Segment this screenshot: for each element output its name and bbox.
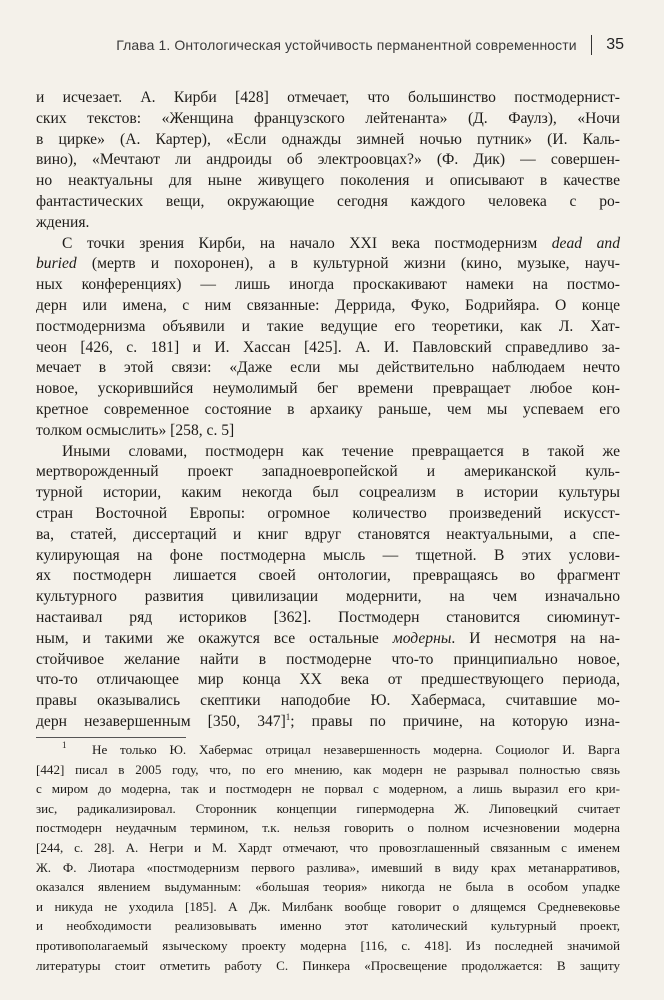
text-line: Иными словами, постмодерн как течение превращается в такой же — [62, 442, 620, 460]
footnote-line: [244, с. 28]. А. Негри и М. Хардт отмечают, что провозглашенный связанным с именем — [36, 839, 620, 855]
text-line: и исчезает. А. Кирби [428] отмечает, что большинство постмодернист- — [36, 89, 620, 106]
text-line: ва, статей, диссертаций и книг вдруг становятся неактуальными, а спе- — [36, 525, 620, 543]
footnote-line: и никуда не уходила [185]. А Дж. Милбанк вообще говорит о длящемся Средневековье — [36, 898, 620, 914]
page-number: 35 — [606, 36, 624, 53]
footnote-line: 1 Не только Ю. Хабермас отрицал незавершенность модерна. Социолог И. Варга — [62, 740, 620, 757]
text-line: мертворожденный проект западноевропейской и американской куль- — [36, 463, 620, 481]
text-line: кулирующая на фоне постмодерна мысль — тщетной. В этих услови- — [36, 546, 620, 564]
footnote-line: литературы стоит отметить работу С. Пинкера «Просвещение продолжается: В защиту — [36, 957, 620, 973]
text-span: С точки зрения Кирби, на начало XXI века постмодернизм — [62, 234, 552, 252]
text-line: ях постмодерн лишается своей онтологии, превращаясь во фрагмент — [36, 567, 620, 585]
text-line: фантастических вещи, окружающие сегодня каждого человека с ро- — [36, 192, 620, 210]
text-line: настаивал ряд историков [362]. Постмодерн становится сиюминут- — [36, 608, 620, 626]
text-span: ; правы по причине, на которую изна- — [290, 712, 620, 730]
text-line: ных конференциях) — лишь иногда проскакивают намеки на постмо- — [36, 276, 620, 294]
text-line: но неактуальны для ныне живущего поколения и описывают в качестве — [36, 172, 620, 190]
running-header — [44, 30, 624, 60]
text-line: ских текстов: «Женщина французского лейтенанта» (Д. Фаулз), «Ночи — [36, 109, 620, 127]
text-line: ждения. — [36, 213, 90, 231]
footnote-rule — [36, 737, 186, 738]
text-line: постмодернизма объявили и такие ведущие его теоретики, как Л. Хат- — [36, 317, 620, 335]
italic-term: модерны — [392, 629, 452, 647]
text-line — [36, 629, 620, 650]
footnote — [36, 740, 620, 975]
text-line: вино), «Мечтают ли андроиды об электроовцах?» (Ф. Дик) — совершен- — [36, 151, 620, 169]
text-line: кретное современное состояние в архаику раньше, чем мы успеваем его — [36, 400, 620, 418]
footnote-line: Ж. Ф. Лиотара «постмодернизм первого разлива», имевший в виду крах метанарративов, — [36, 859, 620, 875]
text-line: культурного развития цивилизации модернити, на чем изначально — [36, 588, 620, 606]
footnote-line: с миром до модерна, так и постмодерн не порвал с модерном, а лишь выразил его кри- — [36, 781, 620, 797]
footnote-line: зис, радикализировал. Сторонник концепции гипермодерна Ж. Липовецкий считает — [36, 800, 620, 816]
text-span: (мертв и похоронен), а в культурной жизни (кино, музыке, науч- — [76, 255, 620, 273]
italic-term: dead and — [551, 234, 620, 252]
text-line — [36, 254, 620, 275]
footnote-line: [442] писал в 2005 году, что, по его мнению, как модерн не разрывал полностью связь — [36, 761, 620, 777]
italic-term: buried — [36, 255, 77, 273]
text-line — [36, 234, 620, 255]
running-title: Глава 1. Онтологическая устойчивость перманентной современности — [116, 37, 577, 53]
text-line: стран Восточной Европы: огромное количество произведений искусст- — [36, 504, 620, 522]
footnote-line: постмодерн неудачным термином, т.к. нельзя говорить о полном исчезновении модерна — [36, 820, 620, 836]
footnote-line: и необходимости реализовывать именно этот католический культурный проект, — [36, 918, 620, 934]
text-line: в цирке» (А. Картер), «Если однажды зимней ночью путник» (И. Каль- — [36, 130, 620, 148]
text-line: мечает в этой связи: «Даже если мы действительно наблюдаем нечто — [36, 359, 620, 377]
text-line: турной истории, каким некогда был соцреализм в истории культуры — [36, 484, 620, 502]
footnote-reference: 1 — [285, 711, 291, 722]
text-line: чеон [426, с. 181] и И. Хассан [425]. А. И. Павловский справедливо за- — [36, 338, 620, 356]
text-span: Не только Ю. Хабермас отрицал незавершенность модерна. Социолог И. Варга — [92, 742, 620, 757]
footnote-line: оказался явлением выдуманным: «большая теория» никогда не была в особом упадке — [36, 879, 620, 895]
text-line: новое, ускорившийся неумолимый бег времени превращает любое кон- — [36, 380, 620, 398]
main-text — [36, 88, 620, 733]
text-line: толком осмыслить» [258, с. 5] — [36, 421, 235, 439]
footnote-line: противополагаемый языческому проекту модерна [116, с. 418]. Из последней значимой — [36, 937, 620, 953]
text-line: дерн или имена, с ним связанные: Деррида, Фуко, Бодрийяра. О конце — [36, 296, 620, 314]
text-span: дерн незавершенным [350, 347] — [36, 712, 286, 730]
text-line: правы оказывались скептики наподобие Ю. Хабермаса, считавшие мо- — [36, 692, 620, 710]
text-span: ным, и такими же окажутся все остальные — [36, 629, 393, 647]
header-divider — [591, 35, 593, 55]
text-span: . И несмотря на на- — [451, 629, 620, 647]
text-line: стойчивое желание найти в постмодерне что-то принципиально новое, — [36, 650, 620, 668]
text-line: что-то отличающее мир конца XX века от предшествующего периода, — [36, 671, 620, 689]
text-line — [36, 712, 620, 733]
